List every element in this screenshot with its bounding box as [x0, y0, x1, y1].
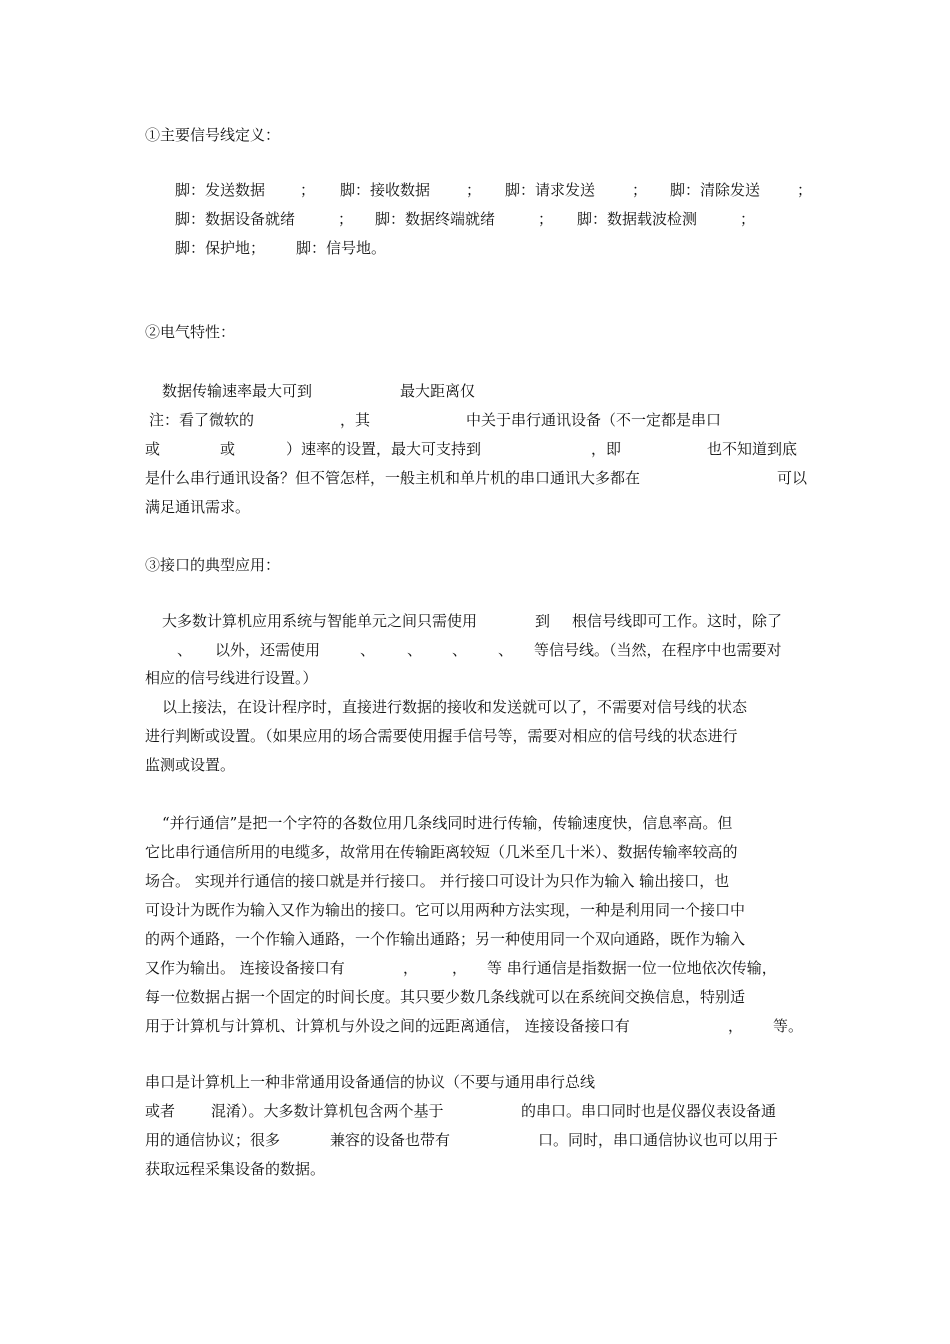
text-segment: 的串口。串口同时也是仪器仪表设备通: [521, 1102, 777, 1120]
parallel-line-5: 的两个通路，一个作输入通路，一个作输出通路；另一种使用同一个双向通路，既作为输入: [145, 930, 746, 948]
separator: ；: [797, 181, 813, 199]
text-segment: ，: [403, 959, 419, 977]
separator: ；: [740, 210, 756, 228]
signal-txd: 脚：发送数据: [175, 181, 266, 199]
text-segment: 用的通信协议；很多: [145, 1131, 281, 1149]
text-segment: ，即: [591, 440, 622, 458]
text-segment: 根信号线即可工作。这时，除了: [572, 612, 783, 630]
application-line-4: 以上接法，在设计程序时，直接进行数据的接收和发送就可以了，不需要对信号线的状态: [162, 698, 748, 716]
text-segment: 以外，还需使用: [215, 641, 321, 659]
separator: ；: [538, 210, 554, 228]
signal-protective-ground: 脚：保护地；: [175, 239, 266, 257]
signal-rxd: 脚：接收数据: [340, 181, 431, 199]
text-segment: 或: [220, 440, 236, 458]
text-segment: 混淆）。大多数计算机包含两个基于: [211, 1102, 444, 1120]
text-segment: 是什么串行通讯设备？但不管怎样，一般主机和单片机的串口通讯大多都在: [145, 469, 641, 487]
text-segment: 等 串行通信是指数据一位一位地依次传输，: [487, 959, 777, 977]
text-segment: 、: [360, 641, 376, 659]
signal-dtr: 脚：数据终端就绪: [375, 210, 496, 228]
text-segment: 、: [177, 641, 193, 659]
text-segment: 最大距离仅: [400, 382, 476, 400]
text-segment: 、: [498, 641, 514, 659]
parallel-line-4: 可设计为既作为输入又作为输出的接口。它可以用两种方法实现，一种是利用同一个接口中: [145, 901, 746, 919]
text-segment: 等。: [773, 1017, 804, 1035]
text-segment: 、: [452, 641, 468, 659]
text-segment: 兼容的设备也带有: [330, 1131, 451, 1149]
signal-signal-ground: 脚：信号地。: [296, 239, 387, 257]
parallel-line-3: 场合。 实现并行通信的接口就是并行接口。 并行接口可设计为只作为输入 输出接口，也: [145, 872, 730, 890]
electrical-line-5: 满足通讯需求。: [145, 498, 251, 516]
text-segment: 口。同时，串口通信协议也可以用于: [538, 1131, 779, 1149]
signal-dcd: 脚：数据载波检测: [577, 210, 698, 228]
text-segment: 数据传输速率最大可到: [162, 382, 313, 400]
parallel-line-7: 每一位数据占据一个固定的时间长度。其只要少数几条线就可以在系统间交换信息，特别适: [145, 988, 746, 1006]
signal-dsr: 脚：数据设备就绪: [175, 210, 296, 228]
text-segment: 中关于串行通讯设备（不一定都是串口: [466, 411, 722, 429]
application-line-5: 进行判断或设置。（如果应用的场合需要使用握手信号等，需要对相应的信号线的状态进行: [145, 727, 738, 745]
text-segment: 注：看了微软的: [149, 411, 255, 429]
signal-cts: 脚：清除发送: [670, 181, 761, 199]
section-heading-signal-lines: ①主要信号线定义：: [145, 126, 281, 144]
serial-line-4: 获取远程采集设备的数据。: [145, 1160, 326, 1178]
section-heading-applications: ③接口的典型应用：: [145, 556, 281, 574]
separator: ；: [300, 181, 316, 199]
application-line-6: 监测或设置。: [145, 756, 236, 774]
text-segment: ，其: [340, 411, 371, 429]
text-segment: ）速率的设置，最大可支持到: [286, 440, 482, 458]
text-segment: 、: [407, 641, 423, 659]
separator: ；: [466, 181, 482, 199]
parallel-line-2: 它比串行通信所用的电缆多，故常用在传输距离较短（几米至几十米）、数据传输率较高的: [145, 843, 738, 861]
text-segment: 到: [535, 612, 551, 630]
text-segment: 或: [145, 440, 161, 458]
text-segment: ，: [452, 959, 468, 977]
section-heading-electrical: ②电气特性：: [145, 323, 236, 341]
text-segment: 又作为输出。 连接设备接口有: [145, 959, 345, 977]
signal-rts: 脚：请求发送: [505, 181, 596, 199]
text-segment: 也不知道到底: [707, 440, 798, 458]
text-segment: ，: [728, 1017, 744, 1035]
parallel-line-1: “并行通信”是把一个字符的各数位用几条线同时进行传输，传输速度快，信息率高。但: [162, 814, 733, 832]
text-segment: 用于计算机与计算机、计算机与外设之间的远距离通信， 连接设备接口有: [145, 1017, 630, 1035]
application-line-3: 相应的信号线进行设置。）: [145, 669, 318, 687]
serial-line-1: 串口是计算机上一种非常通用设备通信的协议（不要与通用串行总线: [145, 1073, 596, 1091]
text-segment: 或者: [145, 1102, 176, 1120]
text-segment: 可以: [777, 469, 808, 487]
text-segment: 大多数计算机应用系统与智能单元之间只需使用: [162, 612, 478, 630]
text-segment: 等信号线。（当然，在程序中也需要对: [534, 641, 782, 659]
separator: ；: [632, 181, 648, 199]
separator: ；: [338, 210, 354, 228]
